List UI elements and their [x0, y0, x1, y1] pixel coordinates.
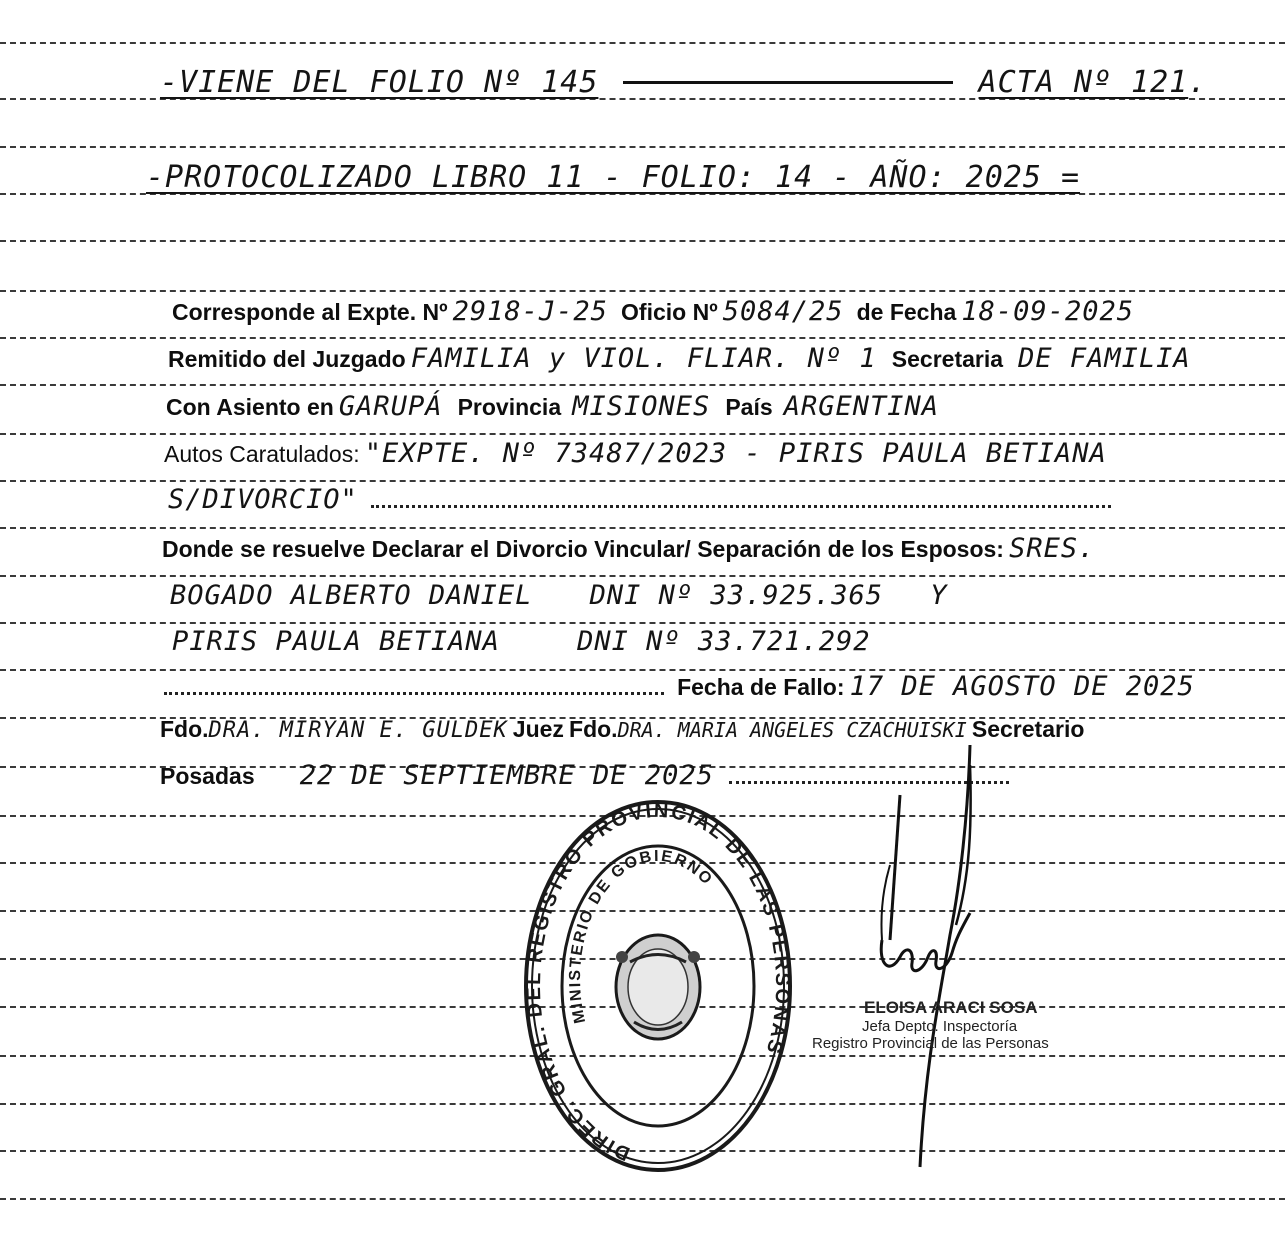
expte-line	[172, 296, 1134, 327]
acta-number-text: ACTA Nº 121	[978, 65, 1189, 100]
fallo-line	[164, 671, 1195, 702]
header-line-2	[146, 160, 1080, 195]
signer-title: Jefa Depto. Inspectoría	[862, 1018, 1018, 1035]
secretario-name: DRA. MARIA ANGELES CZACHUISKI	[617, 718, 967, 742]
conjunction: Y	[930, 580, 948, 611]
resuelve-value: SRES.	[1009, 533, 1096, 564]
esposo-2-line	[172, 626, 870, 657]
expte-label: Corresponde al Expte. Nº	[172, 299, 448, 325]
signer-office: Registro Provincial de las Personas	[812, 1035, 1049, 1052]
official-seal	[522, 797, 794, 1175]
autos-value-2: S/DIVORCIO"	[168, 484, 358, 515]
dotted-fill	[164, 692, 664, 695]
seal-inner-text: MINISTERIO DE GOBIERNO	[566, 847, 717, 1025]
viene-folio-text: -VIENE DEL FOLIO Nº 145	[160, 65, 599, 100]
remitido-label: Remitido del Juzgado	[168, 346, 406, 372]
expte-value: 2918-J-25	[452, 296, 608, 327]
fill-line	[623, 81, 953, 84]
provincia-value: MISIONES	[572, 391, 711, 422]
fdo2-label: Fdo.	[569, 716, 618, 742]
oficio-value: 5084/25	[722, 296, 844, 327]
esposo-1-line	[170, 580, 948, 611]
juzgado-line	[168, 343, 1191, 374]
pais-label: País	[725, 394, 773, 420]
seal-outer-text: DIREC. GRAL. DEL REGISTRO PROVINCIAL DE LAS PERSONAS	[522, 799, 794, 1165]
protocolizado-text: -PROTOCOLIZADO LIBRO 11 - FOLIO: 14 - AÑO: 2025 =	[146, 160, 1081, 195]
fallo-value: 17 DE AGOSTO DE 2025	[849, 671, 1195, 702]
dotted-fill	[371, 505, 1111, 508]
fecha-label: de Fecha	[856, 299, 957, 325]
autos-line-2	[168, 484, 1111, 515]
fecha-value: 18-09-2025	[961, 296, 1134, 327]
juez-name: DRA. MIRYAN E. GULDEK	[208, 718, 508, 743]
resuelve-line	[162, 533, 1095, 564]
secretaria-value: DE FAMILIA	[1018, 343, 1191, 374]
fdo-label: Fdo.	[160, 716, 209, 742]
header-line-1	[160, 65, 1207, 100]
oficio-label: Oficio Nº	[621, 299, 718, 325]
esposo-1-name: BOGADO ALBERTO DANIEL	[170, 580, 533, 611]
secretaria-label: Secretaria	[891, 346, 1004, 372]
autos-label: Autos Caratulados:	[164, 441, 360, 467]
posadas-label: Posadas	[160, 763, 255, 789]
autos-line	[164, 438, 1107, 469]
signer-name: ELOISA ARACI SOSA	[864, 998, 1038, 1017]
esposo-2-dni: DNI Nº 33.721.292	[577, 626, 871, 657]
autos-value-1: "EXPTE. Nº 73487/2023 - PIRIS PAULA BETIANA	[364, 438, 1107, 469]
resuelve-label: Donde se resuelve Declarar el Divorcio Vincular/ Separación de los Esposos:	[162, 536, 1004, 562]
juez-label: Juez	[512, 716, 564, 742]
secretario-label: Secretario	[971, 716, 1085, 742]
esposo-1-dni: DNI Nº 33.925.365	[589, 580, 883, 611]
asiento-label: Con Asiento en	[166, 394, 334, 420]
provincia-label: Provincia	[457, 394, 562, 420]
signature	[820, 735, 1010, 1175]
pais-value: ARGENTINA	[783, 391, 940, 422]
signer-block	[812, 998, 1112, 1052]
coat-of-arms-icon	[616, 935, 700, 1039]
acta-tail: .	[1188, 65, 1208, 100]
asiento-value: GARUPÁ	[338, 391, 443, 422]
asiento-line	[166, 391, 939, 422]
esposo-2-name: PIRIS PAULA BETIANA	[172, 626, 500, 657]
fallo-label: Fecha de Fallo:	[677, 674, 845, 700]
posadas-date: 22 DE SEPTIEMBRE DE 2025	[299, 760, 714, 791]
juzgado-value: FAMILIA y VIOL. FLIAR. Nº 1	[410, 343, 877, 374]
